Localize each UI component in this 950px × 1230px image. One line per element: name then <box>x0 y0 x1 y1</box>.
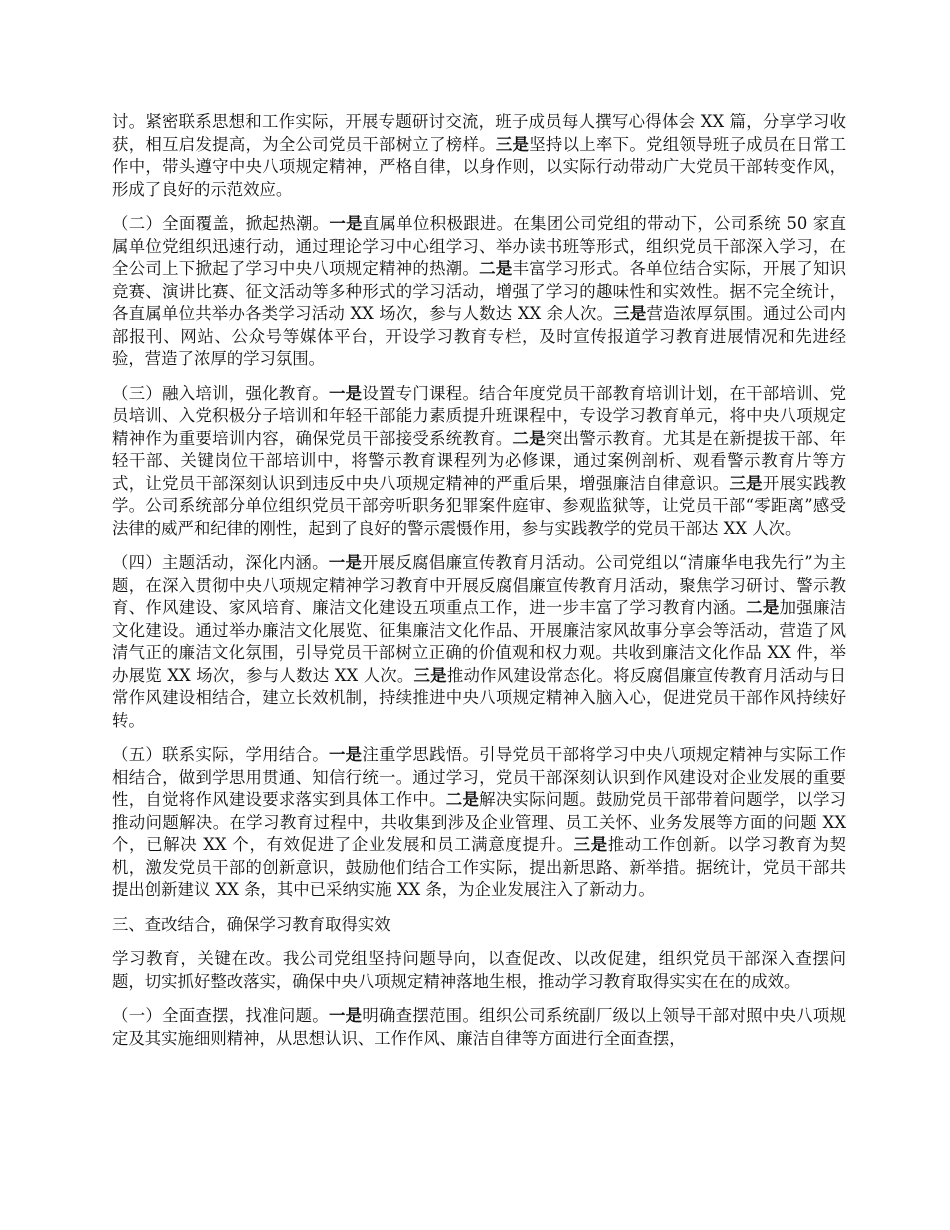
paragraph-text: 解决实际问题。鼓励党员干部带着问题学，以学习推动问题解决。在学习教育过程中，共收集到涉及企业管理、员工关怀、业务发展等方面的问题 XX 个，已解决 XX 个，有效促进了企业发展和员工满意度提升。 <box>112 790 847 854</box>
paragraph-p1 <box>112 111 846 201</box>
paragraph-text: 直属单位积极跟进。在集团公司党组的带动下，公司系统 50 家直属单位党组织迅速行动，通过理论学习中心组学习、举办读书班等形式，组织党员干部深入学习，在全公司上下掀起了学习中央八项规定精神的热潮。 <box>112 214 847 278</box>
paragraph-p4 <box>112 552 846 732</box>
emphasis-text: 三是 <box>729 473 763 493</box>
paragraph-text: 开展反腐倡廉宣传教育月活动。公司党组以“清廉华电我先行”为主题，在深入贯彻中央八项规定精神学习教育中开展反腐倡廉宣传教育月活动，聚焦学习研讨、警示教育、作风建设、家风培育、廉洁文化建设五项重点工作，进一步丰富了学习教育内涵。 <box>112 553 847 617</box>
paragraph-text: 推动工作创新。以学习教育为契机，激发党员干部的创新意识，鼓励他们结合工作实际，提出新思路、新举措。据统计，党员干部共提出创新建议 XX 条，其中已采纳实施 XX 条，为企业发展注入了新动力。 <box>112 835 846 899</box>
paragraph-text: 明确查摆范围。组织公司系统副厂级以上领导干部对照中央八项规定及其实施细则精神，从思想认识、工作作风、廉洁自律等方面进行全面查摆， <box>112 1006 847 1048</box>
emphasis-text: 三是 <box>573 835 608 854</box>
paragraph-text: （二）全面覆盖，掀起热潮。 <box>112 214 330 233</box>
paragraph-text: 注重学思践悟。引导党员干部将学习中央八项规定精神与实际工作相结合，做到学思用贯通、知信行统一。通过学习，党员干部深刻认识到作风建设对企业发展的重要性，自觉将作风建设要求落实到具体工作中。 <box>112 745 847 809</box>
emphasis-text: 二是 <box>445 790 480 809</box>
paragraph-text: （四）主题活动，深化内涵。 <box>112 553 329 572</box>
paragraph-p6 <box>112 948 846 993</box>
section-heading: 三、查改结合，确保学习教育取得实效 <box>112 914 391 934</box>
paragraph-text: 讨。紧密联系思想和工作实际，开展专题研讨交流，班子成员每人撰写心得体会 XX 篇，分享学习收获，相互启发提高，为全公司党员干部树立了榜样。 <box>112 112 846 154</box>
paragraph-text: （三）融入培训，强化教育。 <box>112 383 329 403</box>
paragraph-text: 丰富学习形式。各单位结合实际，开展了知识竞赛、演讲比赛、征文活动等多种形式的学习活动，增强了学习的趣味性和实效性。据不完全统计，各直属单位共举办各类学习活动 XX 场次，参与人数达 XX 余人次。 <box>112 259 847 323</box>
paragraph-text: 推动作风建设常态化。将反腐倡廉宣传教育月活动与日常作风建设相结合，建立长效机制，持续推进中央八项规定精神入脑入心，促进党员干部作风持续好转。 <box>112 665 847 730</box>
document-body-continued <box>112 948 846 1050</box>
paragraph-text: （五）联系实际，学用结合。 <box>112 745 329 764</box>
emphasis-text: 一是 <box>328 745 363 764</box>
paragraph-text: 营造浓厚氛围。通过公司内部报刊、网站、公众号等媒体平台，开设学习教育专栏，及时宣传报道学习教育进展情况和先进经验，营造了浓厚的学习氛围。 <box>112 304 847 368</box>
emphasis-text: 二是 <box>746 598 780 617</box>
emphasis-text: 一是 <box>328 383 363 403</box>
paragraph-text: 突出警示教育。尤其是在新提拔干部、年轻干部、关键岗位干部培训中，将警示教育课程列为必修课，通过案例剖析、观看警示教育片等方式，让党员干部深刻认识到违反中央八项规定精神的严重后果，增强廉洁自律意识。 <box>112 428 847 493</box>
paragraph-p7 <box>112 1005 846 1050</box>
paragraph-p3 <box>112 383 846 541</box>
paragraph-p5 <box>112 744 846 902</box>
paragraph-text: 开展实践教学。公司系统部分单位组织党员干部旁听职务犯罪案件庭审、参观监狱等，让党员干部“零距离”感受法律的威严和纪律的刚性，起到了良好的警示震慑作用，参与实践教学的党员干部达 XX 人次。 <box>112 473 847 538</box>
emphasis-text: 一是 <box>329 214 363 233</box>
emphasis-text: 三是 <box>413 665 447 685</box>
paragraph-text: 学习教育，关键在改。我公司党组坚持问题导向，以查促改、以改促建，组织党员干部深入查摆问题，切实抓好整改落实，确保中央八项规定精神落地生根，推动学习教育取得实实在在的成效。 <box>112 949 846 991</box>
document-body <box>112 111 846 902</box>
emphasis-text: 二是 <box>512 428 546 448</box>
emphasis-text: 三是 <box>613 304 647 323</box>
emphasis-text: 二是 <box>479 259 513 278</box>
paragraph-text: 坚持以上率下。党组领导班子成员在日常工作中，带头遵守中央八项规定精神，严格自律，以身作则，以实际行动带动广大党员干部转变作风，形成了良好的示范效应。 <box>112 134 847 199</box>
emphasis-text: 一是 <box>328 1006 363 1025</box>
emphasis-text: 三是 <box>495 134 530 154</box>
paragraph-text: 设置专门课程。结合年度党员干部教育培训计划，在干部培训、党员培训、入党积极分子培训和年轻干部能力素质提升班课程中，专设学习教育单元，将中央八项规定精神作为重要培训内容，确保党员干部接受系统教育。 <box>112 383 847 448</box>
paragraph-text: （一）全面查摆，找准问题。 <box>112 1006 329 1025</box>
paragraph-text: 加强廉洁文化建设。通过举办廉洁文化展览、征集廉洁文化作品、开展廉洁家风故事分享会等活动，营造了风清气正的廉洁文化氛围，引导党员干部树立正确的价值观和权力观。共收到廉洁文化作品 XX 件，举办展览 XX 场次，参与人数达 XX 人次。 <box>112 598 847 685</box>
emphasis-text: 一是 <box>328 553 363 572</box>
paragraph-p2 <box>112 213 846 371</box>
